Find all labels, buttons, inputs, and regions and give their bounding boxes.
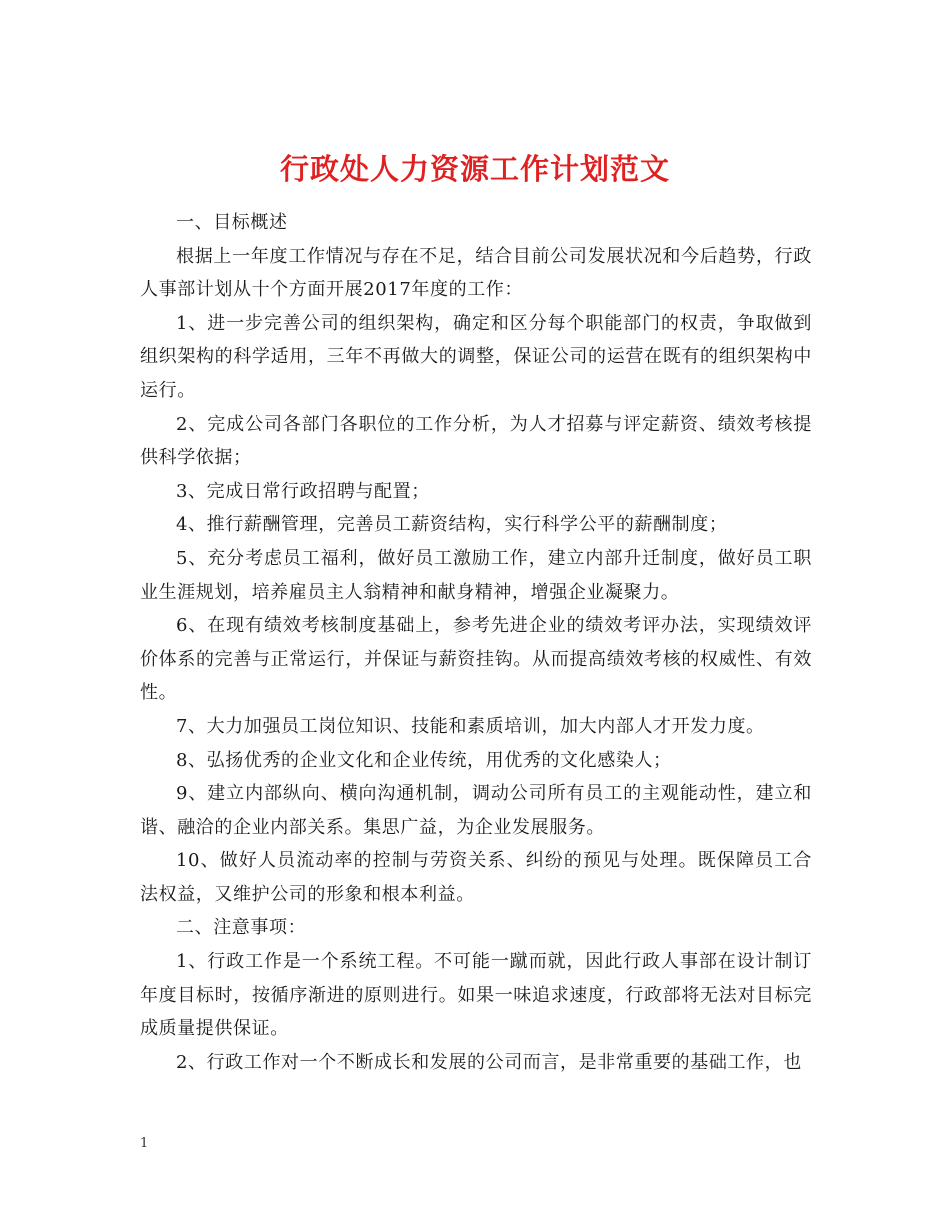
paragraph-item-3: 3、完成日常行政招聘与配置； [176,480,430,502]
paragraph-note-1: 1、行政工作是一个系统工程。不可能一蹴而就，因此行政人事部在设计制订年度目标时，按循序渐进的原则进行。如果一味追求速度，行政部将无法对目标完成质量提供保证。 [140,951,812,1040]
paragraph-item-7: 7、大力加强员工岗位知识、技能和素质培训，加大内部人才开发力度。 [176,715,765,737]
paragraph-item-10: 10、做好人员流动率的控制与劳资关系、纠纷的预见与处理。既保障员工合法权益，又维护公司的形象和根本利益。 [140,850,812,905]
paragraph-item-2: 2、完成公司各部门各职位的工作分析，为人才招募与评定薪资、绩效考核提供科学依据； [140,413,812,469]
paragraph-item-9: 9、建立内部纵向、横向沟通机制，调动公司所有员工的主观能动性，建立和谐、融洽的企业内部关系。集思广益，为企业发展服务。 [140,783,812,838]
section-heading-goals: 一、目标概述 [176,212,288,233]
paragraph-item-4: 4、推行薪酬管理，完善员工薪资结构，实行科学公平的薪酬制度； [176,514,728,536]
paragraph-item-8: 8、弘扬优秀的企业文化和企业传统，用优秀的文化感染人； [176,749,672,771]
page-number: 1 [140,1136,149,1151]
document-title: 行政处人力资源工作计划范文 [279,152,670,187]
section-heading-notes: 二、注意事项： [176,917,307,939]
paragraph-item-1: 1、进一步完善公司的组织架构，确定和区分每个职能部门的权责，争取做到组织架构的科学适用，三年不再做大的调整，保证公司的运营在既有的组织架构中运行。 [140,312,812,401]
paragraph-item-6: 6、在现有绩效考核制度基础上，参考先进企业的绩效考评办法，实现绩效评价体系的完善与正常运行，并保证与薪资挂钩。从而提高绩效考核的权威性、有效性。 [140,615,812,704]
paragraph-intro: 根据上一年度工作情况与存在不足，结合目前公司发展状况和今后趋势，行政人事部计划从十个方面开展2017年度的工作： [140,245,812,301]
document-body [140,206,812,1079]
paragraph-note-2: 2、行政工作对一个不断成长和发展的公司而言，是非常重要的基础工作，也 [176,1051,802,1073]
paragraph-item-5: 5、充分考虑员工福利，做好员工激励工作，建立内部升迁制度，做好员工职业生涯规划，培养雇员主人翁精神和献身精神，增强企业凝聚力。 [140,547,812,603]
